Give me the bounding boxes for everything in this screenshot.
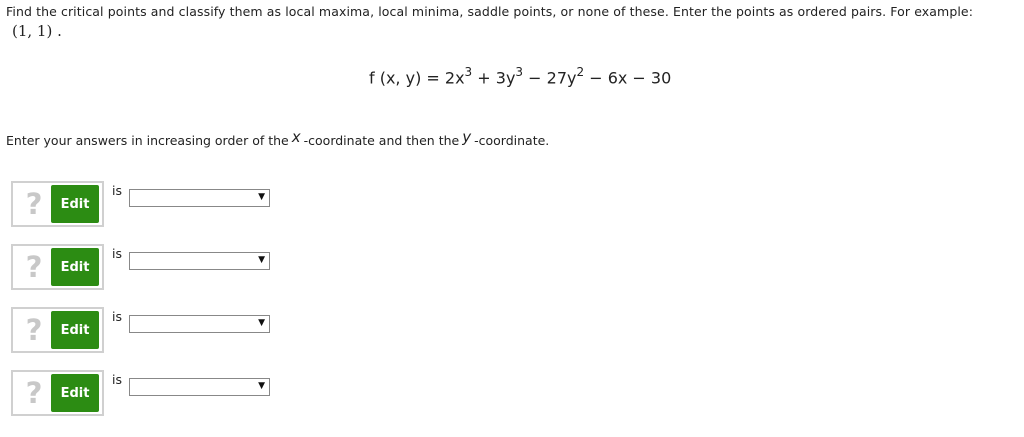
equation-part-2: + 3y — [472, 68, 516, 88]
is-label: is — [112, 246, 122, 261]
classification-dropdown[interactable] — [129, 189, 270, 207]
equation-part-4: − 6x − 30 — [584, 68, 672, 88]
is-label: is — [112, 183, 122, 198]
variable-y: y — [462, 128, 472, 146]
is-label: is — [112, 309, 122, 324]
classification-dropdown[interactable] — [129, 378, 270, 396]
question-prompt: Find the critical points and classify them as local maxima, local minima, saddle points, or none of these. Enter the points as ordered pairs. For example: — [6, 4, 974, 19]
example-pair: (1, 1) . — [12, 22, 62, 40]
edit-button[interactable]: Edit — [51, 248, 99, 286]
answer-box — [11, 244, 104, 290]
answer-box — [11, 181, 104, 227]
answer-row — [11, 181, 270, 231]
answer-row — [11, 307, 270, 357]
variable-x: x — [291, 128, 301, 146]
equation-part-3: − 27y — [523, 68, 577, 88]
instructions-after: -coordinate. — [474, 133, 550, 148]
function-equation — [369, 66, 671, 87]
answer-row — [11, 244, 270, 294]
answer-box — [11, 370, 104, 416]
classification-dropdown[interactable] — [129, 252, 270, 270]
answer-box — [11, 307, 104, 353]
instructions-before: Enter your answers in increasing order of the — [6, 133, 289, 148]
question-mark-icon: ? — [25, 312, 43, 347]
exponent-3: 2 — [576, 65, 585, 79]
question-mark-icon: ? — [25, 375, 43, 410]
dropdown-arrow-icon: ▼ — [258, 318, 265, 328]
instructions-middle: -coordinate and then the — [303, 133, 460, 148]
is-label: is — [112, 372, 122, 387]
edit-button[interactable]: Edit — [51, 311, 99, 349]
equation-lhs: f (x, y) = 2x — [369, 68, 465, 88]
exponent-1: 3 — [464, 65, 473, 79]
exponent-2: 3 — [515, 65, 524, 79]
question-mark-icon: ? — [25, 249, 43, 284]
answer-instructions — [6, 128, 550, 149]
answer-row — [11, 370, 270, 420]
classification-dropdown[interactable] — [129, 315, 270, 333]
edit-button[interactable]: Edit — [51, 185, 99, 223]
dropdown-arrow-icon: ▼ — [258, 381, 265, 391]
dropdown-arrow-icon: ▼ — [258, 255, 265, 265]
edit-button[interactable]: Edit — [51, 374, 99, 412]
question-mark-icon: ? — [25, 186, 43, 221]
dropdown-arrow-icon: ▼ — [258, 192, 265, 202]
